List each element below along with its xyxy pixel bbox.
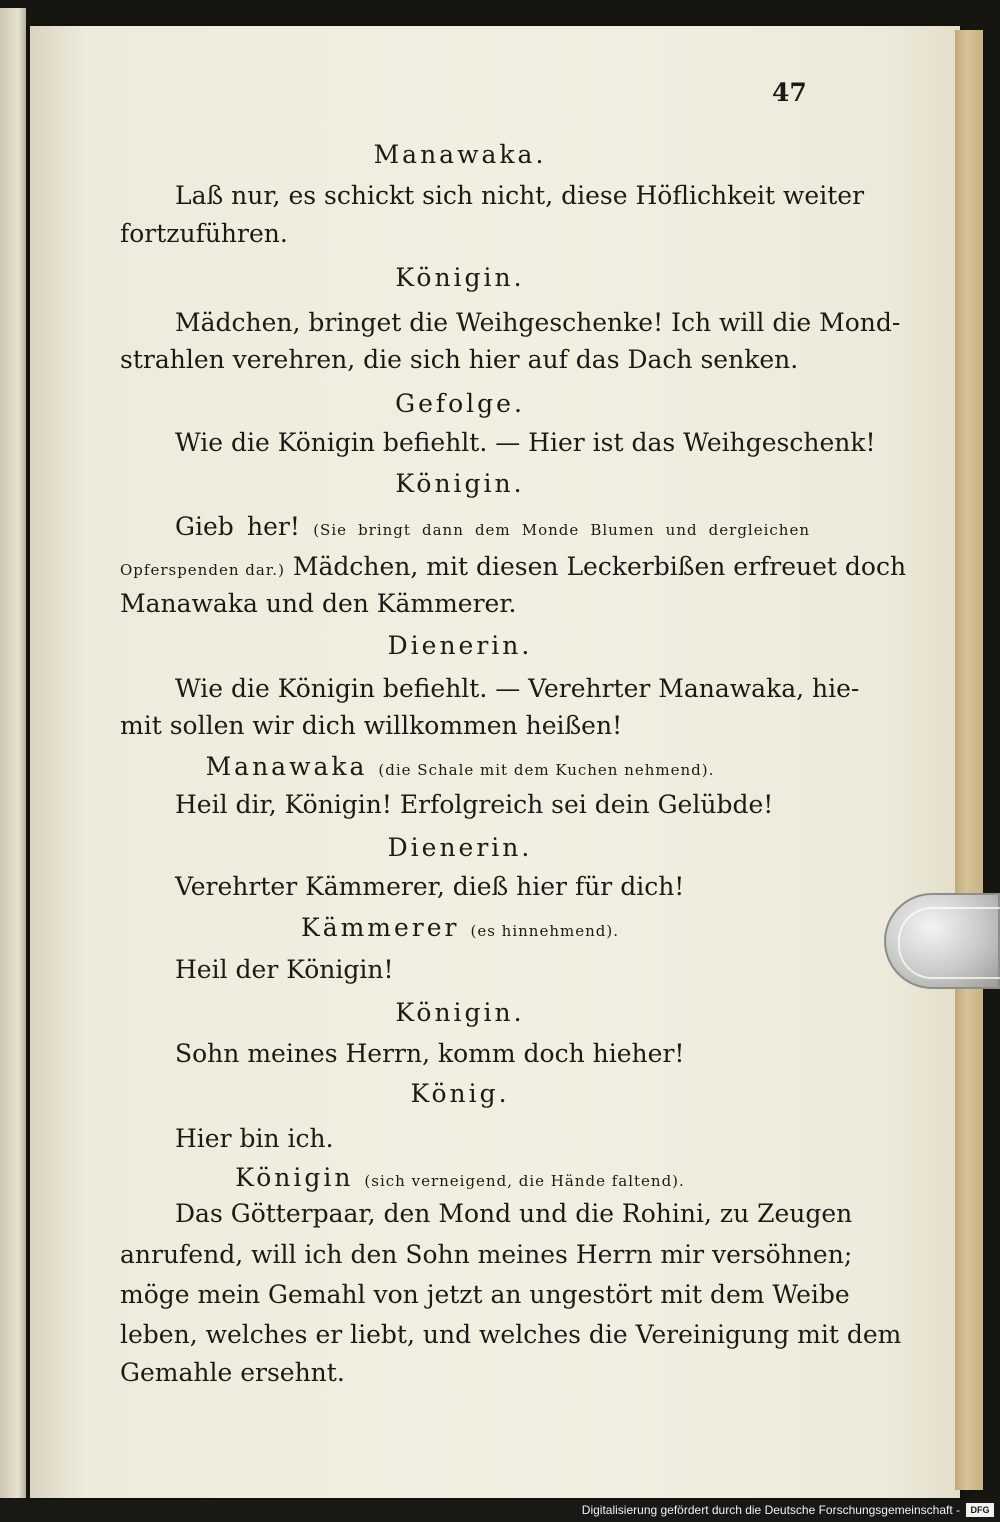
text-line: Heil der Königin! [175, 955, 394, 984]
speaker-name: Königin [235, 1163, 354, 1192]
text-line: Verehrter Kämmerer, dieß hier für dich! [175, 872, 685, 901]
text-line: Heil dir, Königin! Erfolgreich sei dein Gelübde! [175, 790, 774, 819]
speaker-name: Königin. [395, 469, 525, 498]
text-line [120, 552, 907, 581]
speaker-heading [60, 835, 860, 860]
speaker-heading [60, 1165, 860, 1190]
speaker-heading [60, 1000, 860, 1025]
text-line: mit sollen wir dich willkommen heißen! [120, 711, 623, 740]
speaker-heading [60, 391, 860, 416]
text-line: strahlen verehren, die sich hier auf das Dach senken. [120, 345, 799, 374]
stage-direction: (sich verneigend, die Hände faltend). [364, 1172, 685, 1190]
text-line: Hier bin ich. [175, 1124, 334, 1153]
text-line: anrufend, will ich den Sohn meines Herrn mir versöhnen; [120, 1240, 853, 1269]
text-line: Gemahle ersehnt. [120, 1358, 345, 1387]
text-line: Das Götterpaar, den Mond und die Rohini, zu Zeugen [175, 1199, 853, 1228]
text-line: Wie die Königin befiehlt. — Hier ist das Weihgeschenk! [175, 428, 876, 457]
speaker-name: Manawaka [205, 752, 368, 781]
text-line [175, 512, 810, 541]
stage-direction: Opferspenden dar.) [120, 561, 285, 579]
speaker-heading [60, 633, 860, 658]
book-clip [884, 893, 1000, 989]
speaker-heading [60, 754, 860, 779]
stage-direction: (es hinnehmend). [470, 922, 619, 940]
stage-direction: (Sie bringt dann dem Monde Blumen und dergleichen [313, 521, 810, 539]
speaker-name: König. [410, 1079, 510, 1108]
speaker-heading [60, 142, 860, 167]
funding-credit: Digitalisierung gefördert durch die Deutsche Forschungsgemeinschaft - [581, 1503, 960, 1517]
text-line: Sohn meines Herrn, komm doch hieher! [175, 1039, 685, 1068]
page-stack-edge [955, 30, 983, 1490]
text-line: leben, welches er liebt, und welches die Vereinigung mit dem [120, 1320, 902, 1349]
stage-direction: (die Schale mit dem Kuchen nehmend). [378, 761, 715, 779]
speaker-name: Gefolge. [395, 389, 525, 418]
text-line: fortzuführen. [120, 219, 288, 248]
dfg-logo: DFG [966, 1503, 994, 1517]
text-line: möge mein Gemahl von jetzt an ungestört mit dem Weibe [120, 1280, 850, 1309]
speaker-name: Dienerin. [387, 631, 533, 660]
dialogue-text: Gieb her! [175, 512, 300, 541]
text-line: Laß nur, es schickt sich nicht, diese Höflichkeit weiter [175, 181, 865, 210]
page-number: 47 [772, 78, 807, 107]
dialogue-text: Mädchen, mit diesen Leckerbißen erfreuet doch [292, 552, 907, 581]
previous-page-edge [0, 8, 26, 1498]
text-line: Wie die Königin befiehlt. — Verehrter Manawaka, hie- [175, 674, 860, 703]
text-line: Mädchen, bringet die Weihgeschenke! Ich will die Mond- [175, 308, 901, 337]
speaker-heading [60, 471, 860, 496]
text-line: Manawaka und den Kämmerer. [120, 589, 517, 618]
speaker-heading [60, 265, 860, 290]
speaker-name: Manawaka. [373, 140, 547, 169]
speaker-name: Dienerin. [387, 833, 533, 862]
speaker-heading [60, 1081, 860, 1106]
speaker-name: Königin. [395, 263, 525, 292]
speaker-name: Kämmerer [301, 913, 460, 942]
footer-bar [0, 1500, 1000, 1522]
speaker-heading [60, 915, 860, 940]
speaker-name: Königin. [395, 998, 525, 1027]
